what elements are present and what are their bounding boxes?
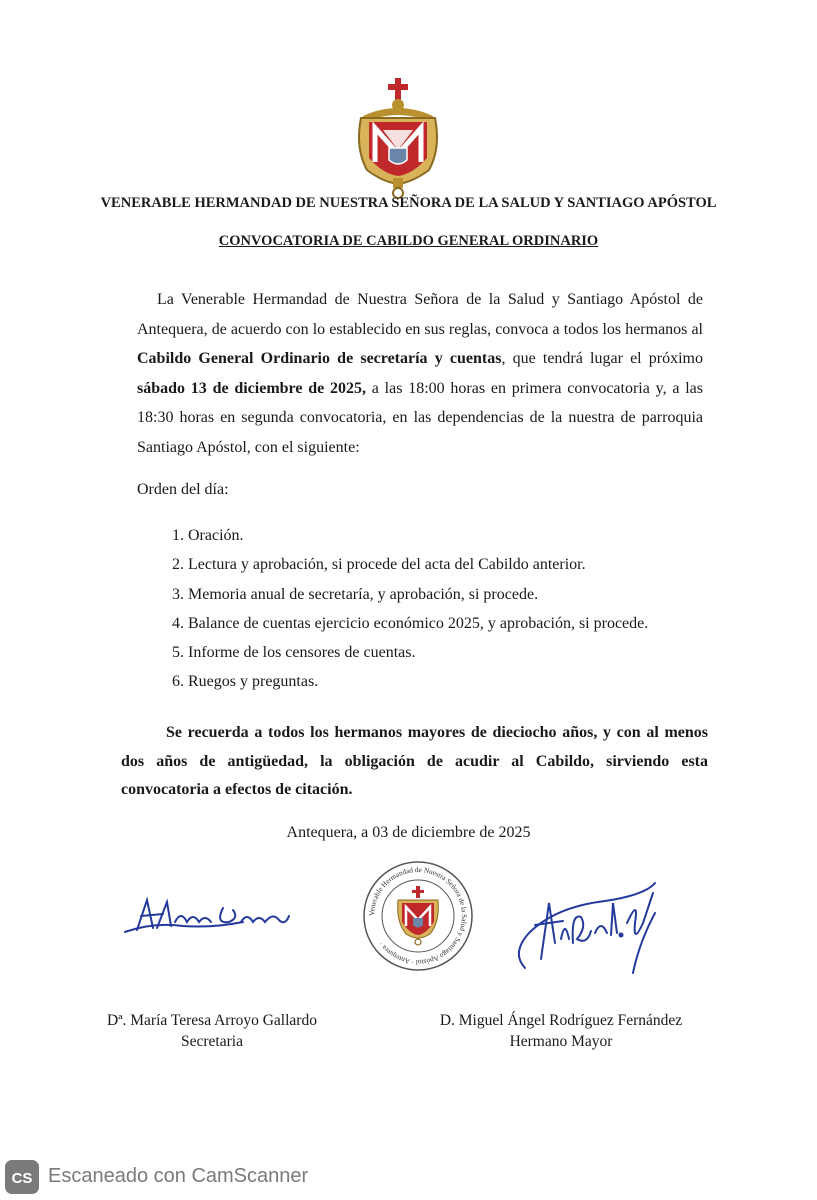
agenda-label: Orden del día: xyxy=(137,481,229,498)
place-and-date: Antequera, a 03 de diciembre de 2025 xyxy=(286,824,531,841)
agenda-item: 6. Ruegos y preguntas. xyxy=(172,673,319,691)
brother-major-signature xyxy=(515,873,665,978)
camscanner-logo-text: CS xyxy=(11,1170,33,1187)
secretary-name: Dª. María Teresa Arroyo Gallardo xyxy=(107,1012,317,1029)
agenda-list xyxy=(172,521,648,697)
paragraph-text: a las 18:00 horas en primera convocatoria y, a las 18:30 horas en segunda convocatoria, en las dependencias de la nuestra de parroquia Santiago Apóstol, con el siguiente: xyxy=(137,379,704,456)
cabildo-name: Cabildo General Ordinario de secretaría y cuentas xyxy=(137,350,502,367)
brotherhood-seal-icon xyxy=(362,860,474,972)
agenda-item: 2. Lectura y aprobación, si procede del acta del Cabildo anterior. xyxy=(172,556,586,574)
meeting-date: sábado 13 de diciembre de 2025, xyxy=(137,379,367,397)
brother-major-role: Hermano Mayor xyxy=(509,1033,613,1050)
secretary-block xyxy=(92,1010,332,1052)
paragraph-text: , que tendrá lugar el próximo xyxy=(501,350,704,367)
brotherhood-seal xyxy=(362,860,474,972)
brotherhood-crest-icon xyxy=(353,78,443,200)
attendance-reminder xyxy=(121,719,708,805)
reminder-text: Se recuerda a todos los hermanos mayores de dieciocho años, y con al menos dos años de antigüedad, la obligación de acudir al Cabildo, sirviendo esta convocatoria a efectos de citación. xyxy=(121,724,708,798)
agenda-item: 3. Memoria anual de secretaría, y aprobación, si procede. xyxy=(172,585,539,603)
secretary-role: Secretaria xyxy=(181,1033,243,1050)
brother-major-block xyxy=(425,1010,697,1052)
scanner-watermark: Escaneado con CamScanner xyxy=(48,1165,309,1187)
camscanner-logo-icon xyxy=(4,1159,40,1195)
convocation-paragraph xyxy=(137,285,703,462)
brotherhood-name: VENERABLE HERMANDAD DE NUESTRA SEÑORA DE LA SALUD Y SANTIAGO APÓSTOL xyxy=(100,195,717,211)
secretary-signature xyxy=(123,892,293,942)
agenda-item: 5. Informe de los censores de cuentas. xyxy=(172,644,416,662)
paragraph-text: La Venerable Hermandad de Nuestra Señora de la Salud y Santiago Apóstol de Antequera, de acuerdo con lo establecido en sus reglas, convoca a todos los hermanos al xyxy=(137,291,703,338)
agenda-item: 1. Oración. xyxy=(172,527,244,544)
brother-major-name: D. Miguel Ángel Rodríguez Fernández xyxy=(439,1012,683,1029)
document-title: CONVOCATORIA DE CABILDO GENERAL ORDINARIO xyxy=(218,233,599,249)
agenda-item: 4. Balance de cuentas ejercicio económico 2025, y aprobación, si procede. xyxy=(172,614,649,632)
seal-ring-text: Venerable Hermandad de Nuestra Señora de la Salud y Santiago Apóstol · Antequera · xyxy=(367,865,469,967)
